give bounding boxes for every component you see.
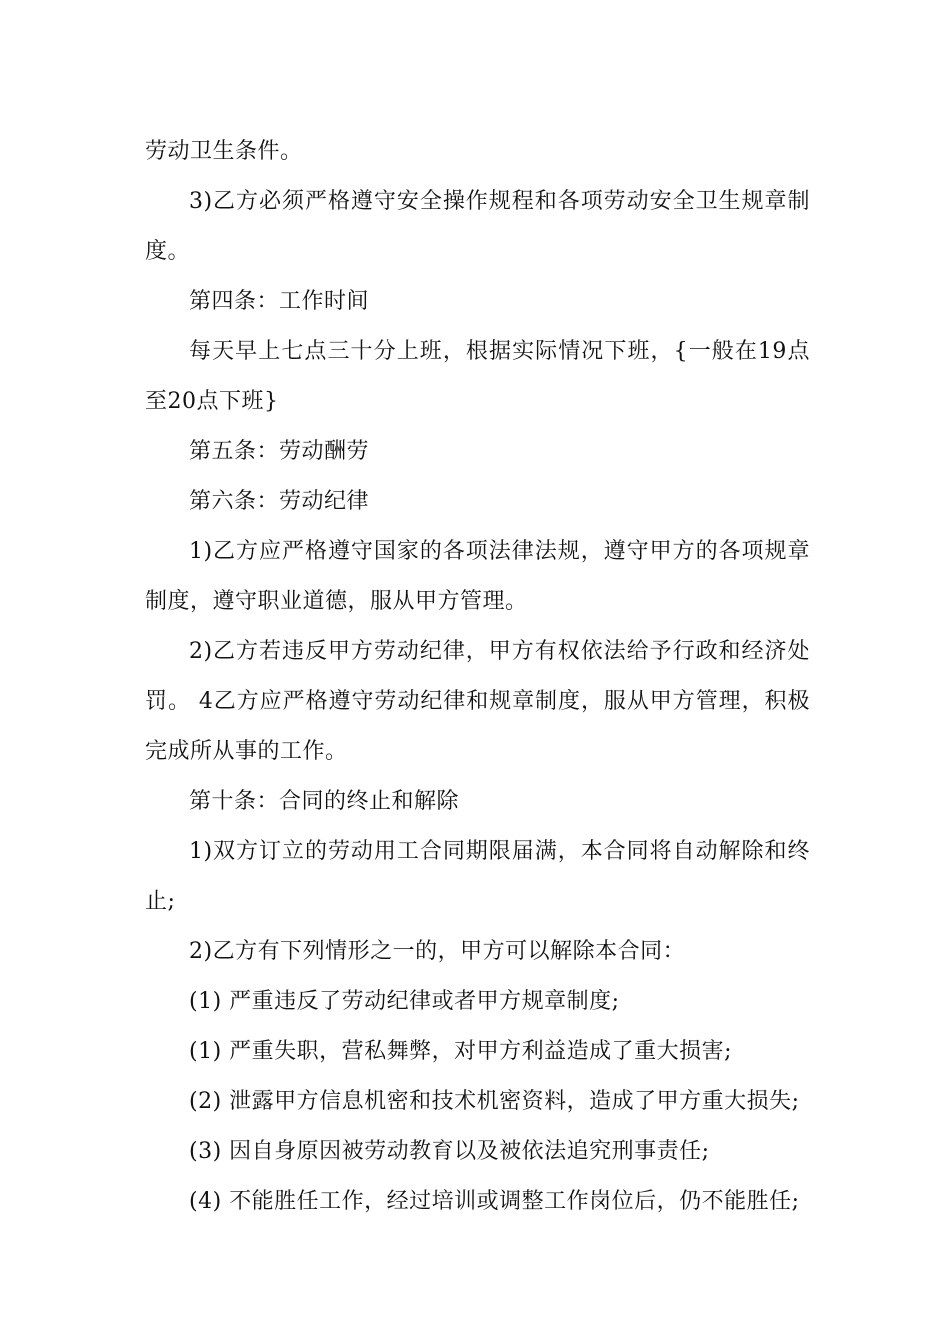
paragraph-discipline-2: 2)乙方若违反甲方劳动纪律，甲方有权依法给予行政和经济处罚。 4乙方应严格遵守劳动纪律和规章制度，服从甲方管理，积极完成所从事的工作。	[145, 639, 810, 764]
list-item: (1) 严重失职，营私舞弊，对甲方利益造成了重大损害;	[189, 1039, 733, 1064]
paragraph-safety-rules: 3)乙方必须严格遵守安全操作规程和各项劳动安全卫生规章制度。	[145, 189, 810, 264]
paragraph-termination-1: 1)双方订立的劳动用工合同期限届满，本合同将自动解除和终止;	[145, 839, 810, 914]
heading-article-6: 第六条：劳动纪律	[189, 489, 370, 514]
list-item: (3) 因自身原因被劳动教育以及被依法追究刑事责任;	[189, 1139, 710, 1164]
paragraph-work-hours: 每天早上七点三十分上班，根据实际情况下班，{一般在19点至20点下班}	[145, 339, 810, 414]
heading-article-10: 第十条：合同的终止和解除	[189, 789, 460, 814]
document-body	[145, 127, 810, 1227]
heading-article-5: 第五条：劳动酬劳	[189, 439, 370, 464]
heading-article-4: 第四条：工作时间	[189, 289, 370, 314]
paragraph-termination-2: 2)乙方有下列情形之一的，甲方可以解除本合同：	[189, 939, 686, 964]
list-item: (4) 不能胜任工作，经过培训或调整工作岗位后，仍不能胜任;	[189, 1189, 800, 1214]
list-item: (1) 严重违反了劳动纪律或者甲方规章制度;	[189, 989, 620, 1014]
paragraph-continuation: 劳动卫生条件。	[145, 139, 303, 164]
paragraph-discipline-1: 1)乙方应严格遵守国家的各项法律法规，遵守甲方的各项规章制度，遵守职业道德，服从甲方管理。	[145, 539, 810, 614]
list-item: (2) 泄露甲方信息机密和技术机密资料，造成了甲方重大损失;	[189, 1089, 800, 1114]
